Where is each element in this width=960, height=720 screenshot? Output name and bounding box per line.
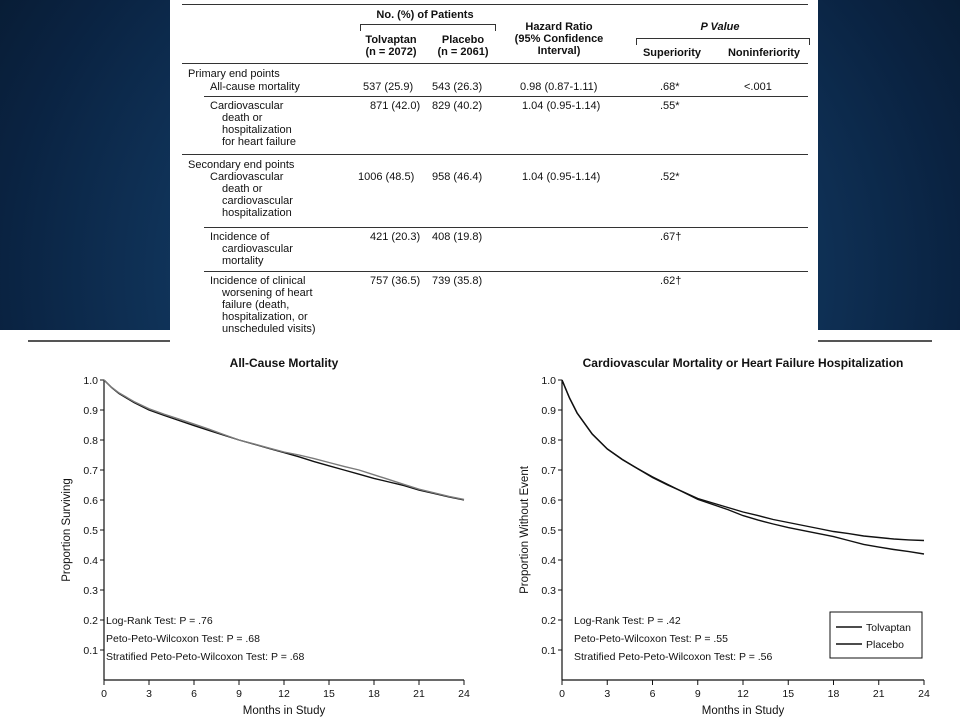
test-annotation: Stratified Peto-Peto-Wilcoxon Test: P = .68: [106, 651, 305, 663]
x-axis-label: Months in Study: [242, 705, 326, 717]
header-group-bracket: [360, 24, 496, 31]
row-sup: .62†: [660, 275, 682, 287]
survival-curve-series: [104, 380, 464, 499]
test-annotation: Peto-Peto-Wilcoxon Test: P = .55: [574, 633, 728, 645]
y-tick-label: 0.2: [541, 615, 556, 627]
header-rule: [182, 63, 808, 64]
row-hr: 1.04 (0.95-1.14): [522, 100, 601, 112]
y-tick-label: 0.8: [541, 435, 556, 447]
row-label: failure (death,: [222, 299, 290, 311]
x-tick-label: 0: [101, 688, 107, 700]
col-placebo: Placebo: [441, 34, 485, 46]
y-tick-label: 0.6: [83, 495, 98, 507]
row-tolvaptan: 537 (25.9): [363, 81, 414, 93]
y-tick-label: 0.1: [83, 645, 98, 657]
all-cause-mortality-chart: [40, 346, 480, 720]
y-tick-label: 0.6: [541, 495, 556, 507]
row-label: Cardiovascular: [210, 100, 284, 112]
x-tick-label: 21: [413, 688, 425, 700]
x-tick-label: 24: [458, 688, 470, 700]
row-sup: .55*: [660, 100, 680, 112]
row-sup: .67†: [660, 231, 682, 243]
pvalue-bracket: [636, 38, 810, 45]
col-noninferiority: Noninferiority: [727, 47, 801, 59]
y-tick-label: 0.7: [541, 465, 556, 477]
x-axis-label: Months in Study: [701, 705, 785, 717]
x-tick-label: 3: [146, 688, 152, 700]
y-tick-label: 0.5: [541, 525, 556, 537]
x-tick-label: 6: [649, 688, 656, 700]
section-secondary-title: Secondary end points: [188, 159, 295, 171]
row-label: cardiovascular: [222, 195, 293, 207]
col-superiority: Superiority: [642, 47, 702, 59]
row-tolvaptan: 1006 (48.5): [358, 171, 415, 183]
x-tick-label: 18: [368, 688, 380, 700]
x-tick-label: 0: [559, 688, 565, 700]
chart-title: Cardiovascular Mortality or Heart Failure Hospitalization: [582, 356, 904, 370]
col-placebo-n: (n = 2061): [437, 46, 489, 58]
survival-curve-series: [104, 380, 464, 500]
col-pvalue: P Value: [700, 21, 740, 33]
legend-label: Tolvaptan: [866, 622, 911, 634]
row-label: for heart failure: [222, 136, 296, 148]
row-label: Cardiovascular: [210, 171, 284, 183]
x-tick-label: 12: [737, 688, 749, 700]
x-tick-label: 21: [872, 688, 885, 700]
col-tolvaptan: Tolvaptan: [365, 34, 417, 46]
results-table: [170, 0, 818, 352]
row-tolvaptan: 871 (42.0): [370, 100, 421, 112]
y-tick-label: 0.4: [541, 555, 556, 567]
row-rule: [204, 227, 808, 228]
y-axis-label: Proportion Surviving: [61, 478, 73, 582]
y-tick-label: 1.0: [83, 375, 98, 387]
y-tick-label: 0.9: [541, 405, 556, 417]
y-tick-label: 1.0: [541, 375, 556, 387]
y-tick-label: 0.5: [83, 525, 98, 537]
row-tolvaptan: 421 (20.3): [370, 231, 421, 243]
row-label: hospitalization: [222, 207, 292, 219]
y-tick-label: 0.7: [83, 465, 98, 477]
y-tick-label: 0.2: [83, 615, 98, 627]
x-tick-label: 9: [236, 688, 242, 700]
x-tick-label: 18: [827, 688, 840, 700]
x-tick-label: 24: [918, 688, 930, 700]
test-annotation: Log-Rank Test: P = .42: [574, 615, 681, 627]
row-label: hospitalization, or: [222, 311, 308, 323]
survival-curve-placebo: [562, 380, 924, 554]
y-axis-label: Proportion Without Event: [519, 466, 531, 594]
section-rule: [182, 154, 808, 155]
y-tick-label: 0.3: [83, 585, 98, 597]
y-tick-label: 0.9: [83, 405, 98, 417]
row-label: death or: [222, 183, 263, 195]
row-hr: 0.98 (0.87-1.11): [520, 81, 598, 93]
x-tick-label: 15: [782, 688, 795, 700]
y-tick-label: 0.3: [541, 585, 556, 597]
survival-curve-tolvaptan: [562, 380, 924, 541]
y-tick-label: 0.1: [541, 645, 556, 657]
x-tick-label: 6: [191, 688, 197, 700]
row-rule: [204, 271, 808, 272]
x-tick-label: 12: [278, 688, 290, 700]
row-label: Incidence of clinical: [210, 275, 306, 287]
row-noninf: <.001: [744, 81, 772, 93]
row-label: cardiovascular: [222, 243, 293, 255]
row-tolvaptan: 757 (36.5): [370, 275, 421, 287]
row-label: All-cause mortality: [210, 81, 300, 93]
x-tick-label: 9: [694, 688, 701, 700]
test-annotation: Peto-Peto-Wilcoxon Test: P = .68: [106, 633, 260, 645]
legend-label: Placebo: [866, 639, 904, 651]
table-top-rule: [182, 4, 808, 5]
row-label: death or: [222, 112, 263, 124]
cv-mortality-hf-chart: [500, 346, 940, 720]
row-placebo: 958 (46.4): [432, 171, 483, 183]
test-annotation: Stratified Peto-Peto-Wilcoxon Test: P = .56: [574, 651, 773, 663]
row-label: mortality: [222, 255, 264, 267]
row-label: hospitalization: [222, 124, 292, 136]
x-tick-label: 3: [604, 688, 611, 700]
row-label: worsening of heart: [222, 287, 313, 299]
row-label: Incidence of: [210, 231, 270, 243]
row-sup: .52*: [660, 171, 680, 183]
y-tick-label: 0.4: [83, 555, 98, 567]
x-tick-label: 15: [323, 688, 335, 700]
row-hr: 1.04 (0.95-1.14): [522, 171, 601, 183]
header-group: No. (%) of Patients: [376, 9, 474, 21]
row-label: unscheduled visits): [222, 323, 316, 335]
section-primary-title: Primary end points: [188, 68, 280, 80]
chart-title: All-Cause Mortality: [229, 356, 339, 370]
row-placebo: 408 (19.8): [432, 231, 483, 243]
row-placebo: 829 (40.2): [432, 100, 483, 112]
y-tick-label: 0.8: [83, 435, 98, 447]
legend-box: [830, 612, 922, 658]
col-tolvaptan-n: (n = 2072): [365, 46, 417, 58]
row-placebo: 543 (26.3): [432, 81, 483, 93]
col-hr-2: (95% Confidence: [514, 33, 604, 45]
row-placebo: 739 (35.8): [432, 275, 483, 287]
row-sup: .68*: [660, 81, 680, 93]
test-annotation: Log-Rank Test: P = .76: [106, 615, 213, 627]
row-rule: [204, 96, 808, 97]
col-hr-1: Hazard Ratio: [525, 21, 593, 33]
col-hr-3: Interval): [537, 45, 581, 57]
